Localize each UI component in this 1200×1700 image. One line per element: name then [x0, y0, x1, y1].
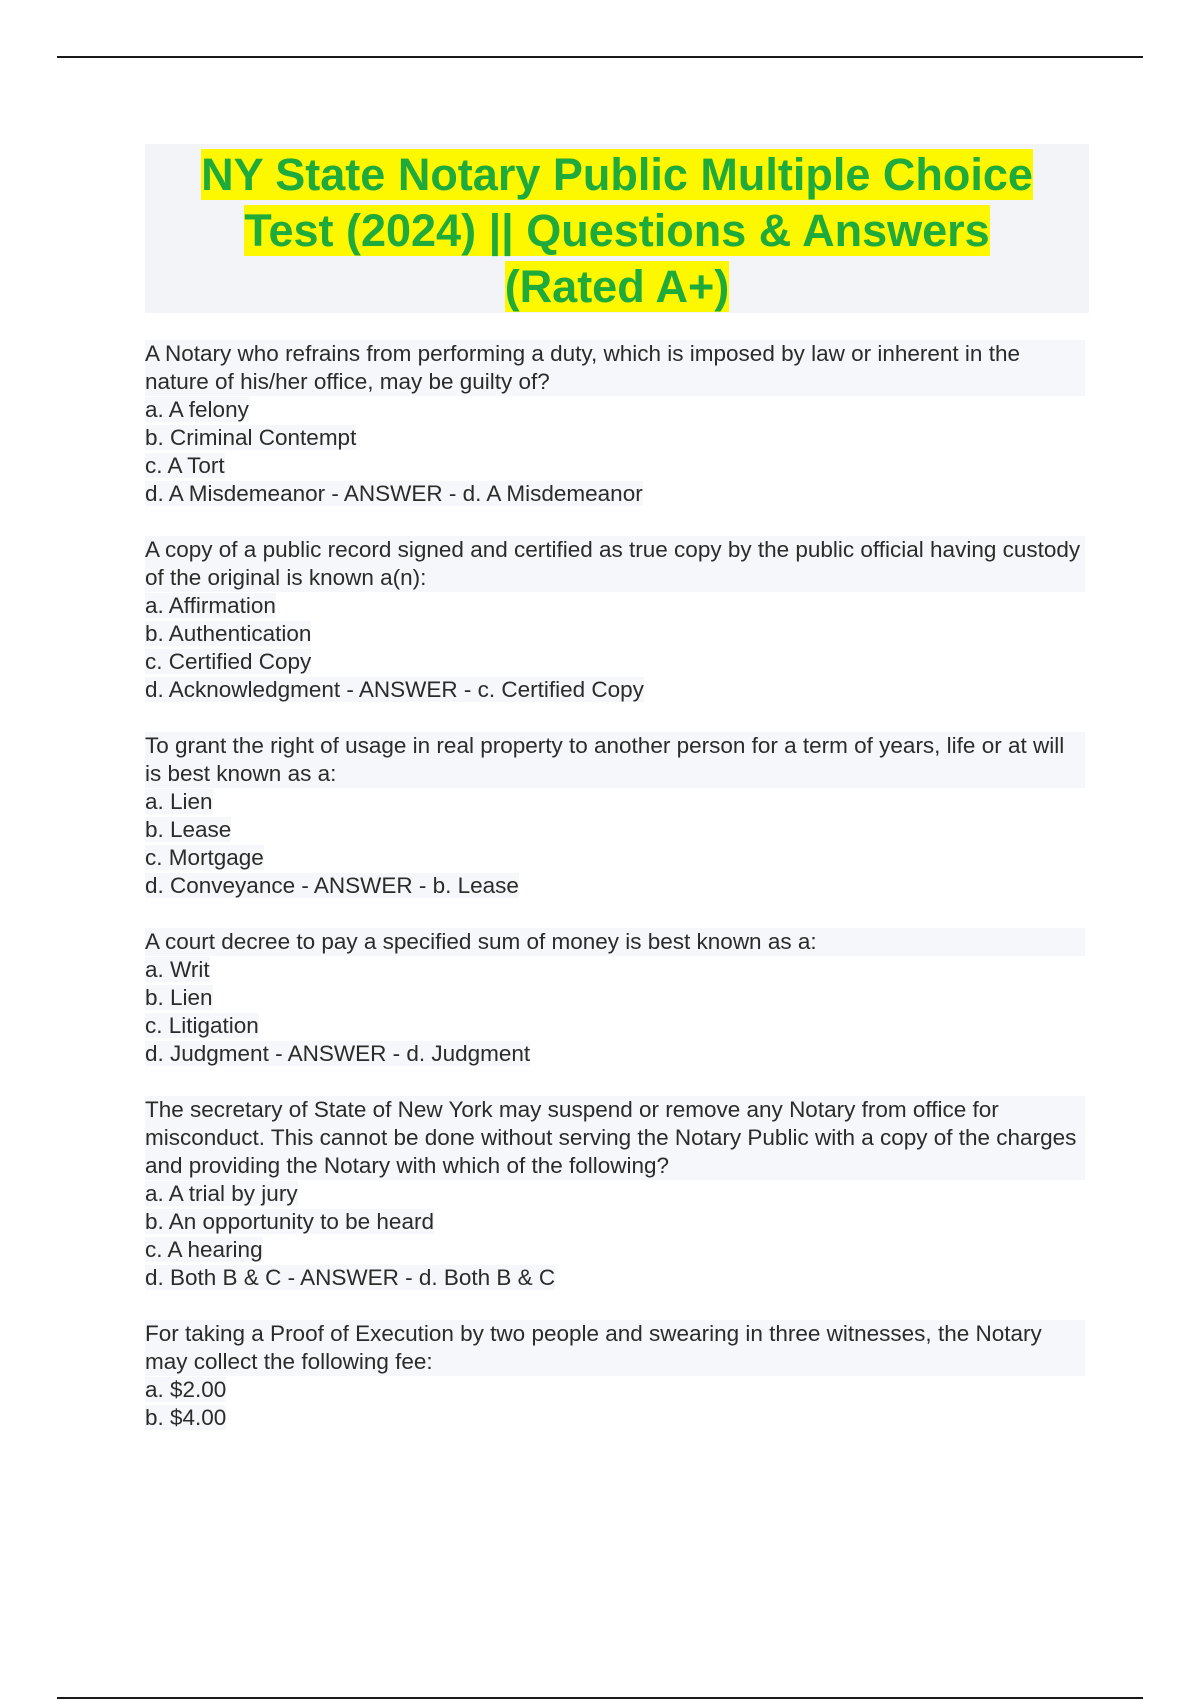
answer-option: a. A felony [145, 397, 249, 422]
answer-option-with-answer: d. A Misdemeanor - ANSWER - d. A Misdemeanor [145, 481, 643, 506]
footer-rule [57, 1697, 1143, 1699]
answer-option: b. Criminal Contempt [145, 425, 357, 450]
answer-option: b. An opportunity to be heard [145, 1209, 434, 1234]
answer-option-with-answer: d. Both B & C - ANSWER - d. Both B & C [145, 1265, 556, 1290]
answer-option: a. Affirmation [145, 593, 276, 618]
answer-option-with-answer: d. Conveyance - ANSWER - b. Lease [145, 873, 519, 898]
title-box [145, 144, 1089, 313]
question-text: A copy of a public record signed and certified as true copy by the public official having custody of the original is known a(n): [145, 536, 1085, 592]
answer-option: b. Lien [145, 985, 213, 1010]
title-line: NY State Notary Public Multiple Choice [201, 149, 1033, 200]
answer-option: c. A Tort [145, 453, 225, 478]
answer-option: c. Certified Copy [145, 649, 312, 674]
question-block [145, 536, 1085, 704]
answer-option: c. A hearing [145, 1237, 263, 1262]
answer-option: b. Lease [145, 817, 232, 842]
answer-option: c. Litigation [145, 1013, 259, 1038]
title-line: Test (2024) || Questions & Answers [244, 205, 990, 256]
question-block [145, 928, 1085, 1068]
question-block [145, 1320, 1085, 1432]
question-text: The secretary of State of New York may suspend or remove any Notary from office for misconduct. This cannot be done without serving the Notary Public with a copy of the charges and providing the Notary with which of the following? [145, 1096, 1085, 1180]
question-text: A Notary who refrains from performing a duty, which is imposed by law or inherent in the nature of his/her office, may be guilty of? [145, 340, 1085, 396]
question-text: For taking a Proof of Execution by two people and swearing in three witnesses, the Notary may collect the following fee: [145, 1320, 1085, 1376]
answer-option: b. $4.00 [145, 1405, 227, 1430]
answer-option: b. Authentication [145, 621, 312, 646]
title-line: (Rated A+) [504, 261, 730, 312]
answer-option-with-answer: d. Judgment - ANSWER - d. Judgment [145, 1041, 531, 1066]
question-block [145, 340, 1085, 508]
answer-option: a. Writ [145, 957, 210, 982]
question-block [145, 1096, 1085, 1292]
header-rule [57, 56, 1143, 58]
document-title [145, 144, 1089, 315]
question-text: A court decree to pay a specified sum of money is best known as a: [145, 928, 1085, 956]
answer-option-with-answer: d. Acknowledgment - ANSWER - c. Certified Copy [145, 677, 644, 702]
answer-option: a. Lien [145, 789, 213, 814]
answer-option: a. A trial by jury [145, 1181, 298, 1206]
answer-option: c. Mortgage [145, 845, 264, 870]
question-text: To grant the right of usage in real property to another person for a term of years, life or at will is best known as a: [145, 732, 1085, 788]
question-block [145, 732, 1085, 900]
question-list [145, 340, 1085, 1432]
answer-option: a. $2.00 [145, 1377, 227, 1402]
